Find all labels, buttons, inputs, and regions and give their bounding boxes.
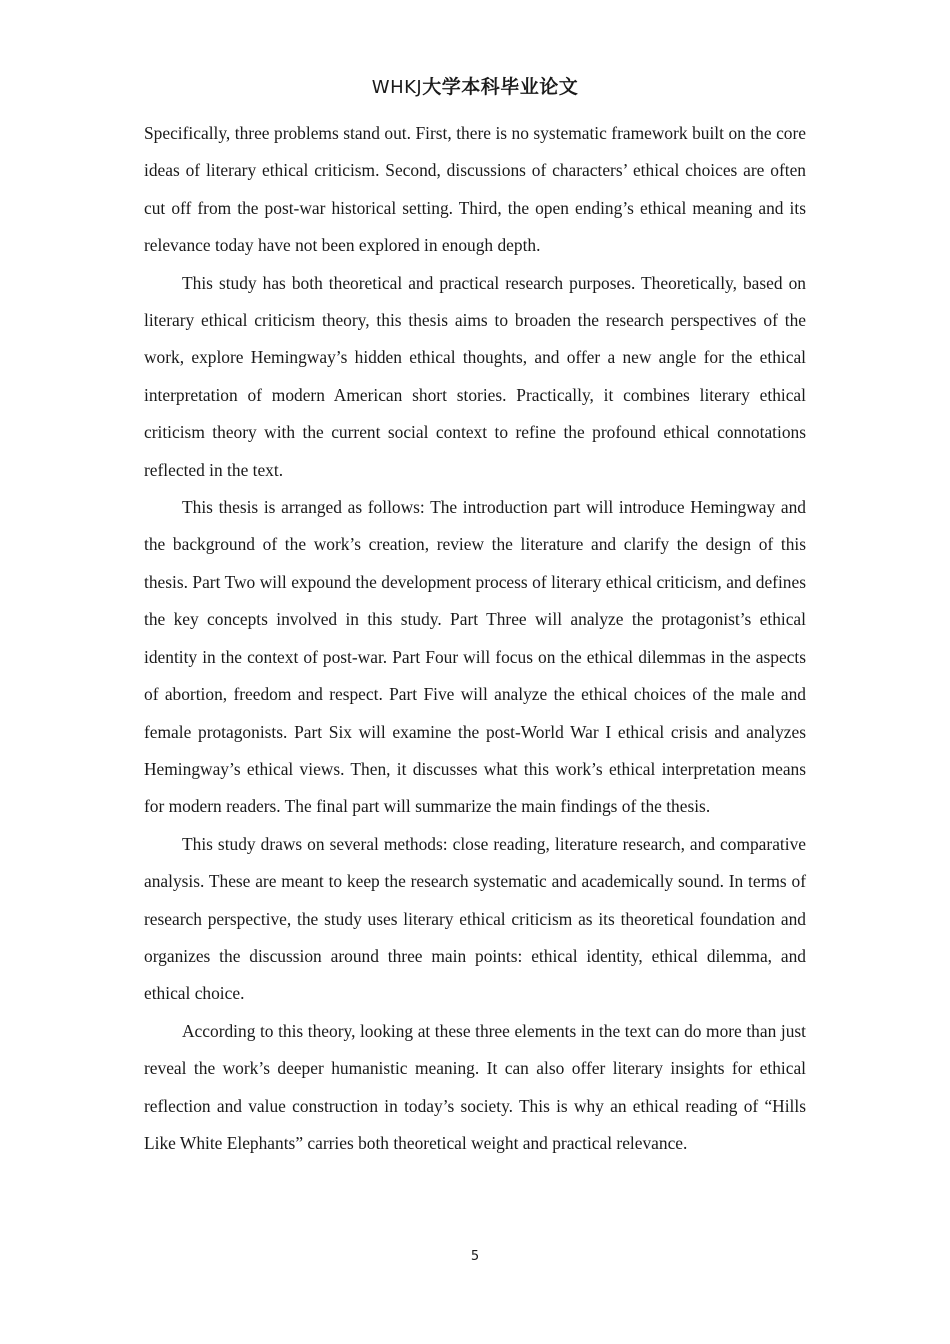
header-school-code: WHKJ: [371, 77, 423, 98]
paragraph-purposes: This study has both theoretical and practical research purposes. Theoretically, based on literary ethical criticism theory, this thesis aims to broaden the research perspectives of the work, explore Hemingway’s hidden ethical thoughts, and offer a new angle for the ethical interpretation of modern American short stories. Practically, it combines literary ethical criticism theory with the current social context to refine the profound ethical connotations reflected in the text.: [144, 272, 806, 480]
page-number: 5: [470, 1249, 480, 1264]
thesis-body: [144, 115, 806, 1162]
header-subtitle: 大学本科毕业论文: [422, 76, 579, 98]
running-header: [0, 74, 950, 101]
paragraph-significance: According to this theory, looking at these three elements in the text can do more than just reveal the work’s deeper humanistic meaning. It can also offer literary insights for ethical reflection and value construction in today’s society. This is why an ethical reading of “Hills Like White Elephants” carries both theoretical weight and practical relevance.: [144, 1020, 806, 1153]
paragraph-structure: This thesis is arranged as follows: The introduction part will introduce Hemingway and the background of the work’s creation, review the literature and clarify the design of this thesis. Part Two will expound the development process of literary ethical criticism, and defines the key concepts involved in this study. Part Three will analyze the protagonist’s ethical identity in the context of post-war. Part Four will focus on the ethical dilemmas in the aspects of abortion, freedom and respect. Part Five will analyze the ethical choices of the male and female protagonists. Part Six will examine the post-World War I ethical crisis and analyzes Hemingway’s ethical views. Then, it discusses what this work’s ethical interpretation means for modern readers. The final part will summarize the main findings of the thesis.: [144, 497, 806, 817]
paragraph-problems: Specifically, three problems stand out. First, there is no systematic framework built on the core ideas of literary ethical criticism. Second, discussions of characters’ ethical choices are often cut off from the post-war historical setting. Third, the open ending’s ethical meaning and its relevance today have not been explored in enough depth.: [144, 123, 806, 256]
paragraph-methods: This study draws on several methods: close reading, literature research, and comparative analysis. These are meant to keep the research systematic and academically sound. In terms of research perspective, the study uses literary ethical criticism as its theoretical foundation and organizes the discussion around three main points: ethical identity, ethical dilemma, and ethical choice.: [144, 833, 806, 1004]
